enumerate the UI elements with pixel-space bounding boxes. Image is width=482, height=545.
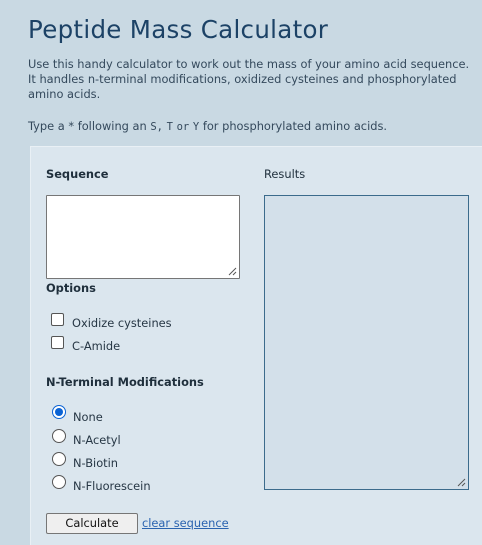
hint-prefix: Type a * following an [28,119,151,133]
hint-suffix: for phosphorylated amino acids. [199,119,388,133]
resize-grip-icon[interactable] [457,478,466,487]
hint-code-t: T [166,121,173,133]
options-label: Options [46,281,96,295]
c-amide-label[interactable]: C-Amide [72,339,121,353]
nterm-acetyl-label[interactable]: N-Acetyl [73,433,121,447]
nterm-none-radio[interactable] [52,405,66,419]
nterm-fluorescein-radio[interactable] [52,475,66,489]
calculate-button[interactable]: Calculate [46,513,138,534]
resize-grip-icon[interactable] [228,267,237,276]
hint-or: or [176,121,190,133]
hint-code-s: S, [150,121,164,133]
nterm-acetyl-radio[interactable] [52,429,66,443]
intro-text: Use this handy calculator to work out the mass of your amino acid sequence. It handles n-terminal modifications, oxidized cysteines and phosphorylated amino acids. [28,57,470,101]
results-output[interactable] [264,195,469,490]
phospho-hint [28,119,387,135]
hint-code-y: Y [192,121,200,133]
c-amide-checkbox[interactable] [51,336,64,349]
nterm-label: N-Terminal Modifications [46,375,204,389]
results-label: Results [264,167,306,181]
sequence-input[interactable] [46,195,240,279]
nterm-fluorescein-label[interactable]: N-Fluorescein [73,479,151,493]
clear-sequence-link[interactable]: clear sequence [142,516,229,530]
nterm-biotin-radio[interactable] [52,452,66,466]
page-title: Peptide Mass Calculator [28,15,329,44]
nterm-biotin-label[interactable]: N-Biotin [73,456,119,470]
oxidize-cysteines-label[interactable]: Oxidize cysteines [72,316,172,330]
oxidize-cysteines-checkbox[interactable] [51,313,64,326]
nterm-none-label[interactable]: None [73,410,103,424]
sequence-label: Sequence [46,167,109,181]
